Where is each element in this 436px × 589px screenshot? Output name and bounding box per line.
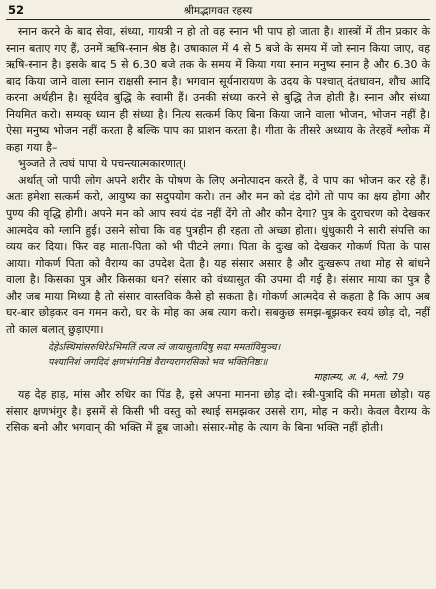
verse-line-1: देहेऽस्थिमांसरुधिरेऽभिमतिं त्यज त्वं जायासुतादिषु सदा ममतांविमुञ्च। <box>48 342 281 354</box>
page-number: 52 <box>8 3 25 17</box>
gita-quote: भुञ्जते ते त्वघं पापा ये पचन्त्यात्मकारणात्। <box>18 157 187 171</box>
paragraph: यह देह हाड़, मांस और रुधिर का पिंड है, इसे अपना मानना छोड़ दो। स्त्री-पुत्रादि की ममता छोड़ो। यह संसार क्षणभंगुर है। इसमें से किसी भी वस्तु को स्थाई समझकर उससे राग, मोह न करो। केवल वैराग्य के रसिक बनो और भगवान् की भक्ति में डूब जाओ। संसार-मोह के त्याग के बिना भक्ति नहीं होती। <box>6 388 430 435</box>
sanskrit-verse <box>6 341 430 370</box>
body-text <box>6 24 430 437</box>
verse-citation: माहात्म्य, अ. 4, श्लो. 79 <box>313 372 404 384</box>
running-title: श्रीमद्भागवत रहस्य <box>183 5 253 17</box>
paragraph: अर्थात् जो पापी लोग अपने शरीर के पोषण के लिए अनोत्पादन करते हैं, वे पाप का भोजन कर रहे हैं। अतः हमेशा सत्कर्म करो, आयुष्य का सदुपयोग करो। तन और मन को दंड दोगे तो पाप का क्षय होगा और पुण्य की वृद्धि होगी। अपने मन को आप स्वयं दंड नहीं देंगे तो और कौन देगा? पुत्र के दुराचरण को देखकर आत्मदेव को ग्लानि हुई। उसने सोचा कि वह पुत्रहीन ही रहता तो अच्छा होता। धुंधुकारी ने सारी संपत्ति का व्यय कर दिया। फिर वह माता-पिता को भी पीटने लगा। पिता के दुःख को देखकर गोकर्ण पिता के पास आया। गोकर्ण पिता को वैराग्य का उपदेश देता है। यह संसार असार है और दुःखरूप तथा मोह से बांधने वाला है। किसका पुत्र और किसका धन? संसार को वंध्यासुत की उपमा दी गई है। संसार माया का पुत्र है और जब माया मिथ्या है तो संसार वास्तविक कैसे हो सकता है। गोकर्ण आत्मदेव से कहता है कि आप अब घर-बार छोड़कर वन गमन करो, घर के मोह का अब त्याग करो। सबकुछ समझ-बूझकर स्वयं छोड़ दो, नहीं तो काल बलात् छुड़ाएगा। <box>6 173 430 336</box>
page-header <box>6 3 430 20</box>
verse-line-2: पश्यानिशं जगदिदं क्षणभंगनिष्ठं वैराग्यरागरसिको भव भक्तिनिष्ठः॥ <box>48 356 268 368</box>
paragraph: स्नान करने के बाद सेवा, संध्या, गायत्री न हो तो वह स्नान भी पाप हो जाता है। शास्त्रों में तीन प्रकार के स्नान बताए गए हैं, उनमें ऋषि-स्नान श्रेष्ठ है। उषाकाल में 4 से 5 बजे के समय में जो स्नान किया जाए, वह ऋषि-स्नान है। इसके बाद 5 से 6.30 बजे तक के समय में किया गया स्नान मनुष्य स्नान है और 6.30 के बाद किया जाने वाला स्नान राक्षसी स्नान है। भगवान सूर्यनारायण के उदय के पश्चात् दंतधावन, शौच आदि करना अर्थहीन है। सूर्यदेव बुद्धि के स्वामी हैं। उनकी संध्या करने से बुद्धि तेज होती है। स्नान और संध्या नियमित करो। सम्यक् ध्यान ही संध्या है। नित्य सत्कर्म किए बिना किया जाने वाला भोजन, भोजन नहीं है। ऐसा मनुष्य भोजन नहीं करता है बल्कि पाप का प्राशन करता है। गीता के तीसरे अध्याय के तेरहवें श्लोक में कहा गया है– <box>6 25 430 154</box>
